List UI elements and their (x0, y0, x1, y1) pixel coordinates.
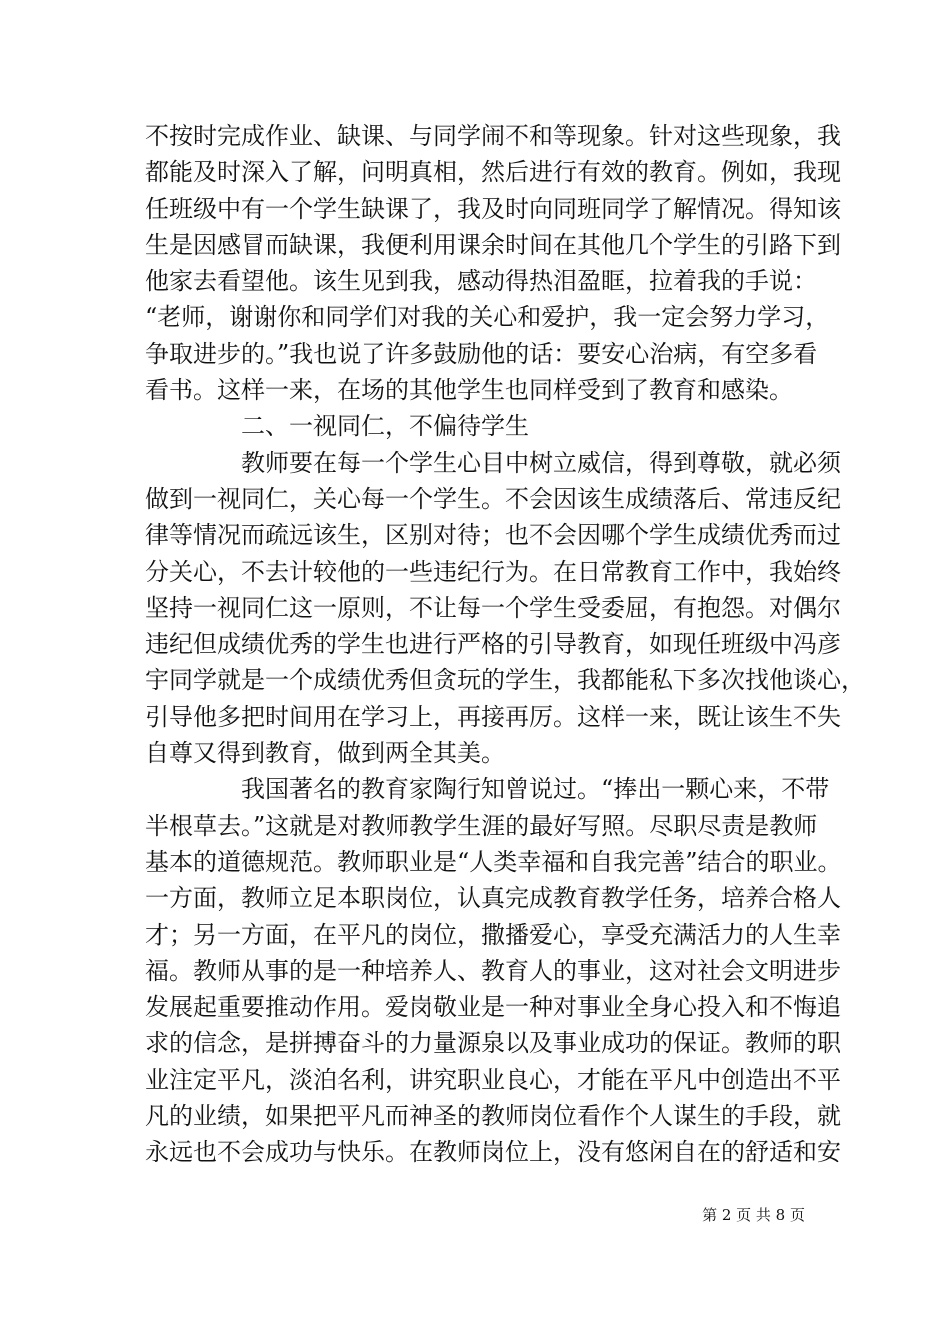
text-line: 任班级中有一个学生缺课了，我及时向同班同学了解情况。得知该 (145, 194, 841, 223)
page-number-footer: 第 2 页 共 8 页 (702, 1206, 805, 1224)
text-line: 半根草去。”这就是对教师教学生涯的最好写照。尽职尽责是教师 (145, 811, 818, 840)
paragraph-first-line: 我国著名的教育家陶行知曾说过。“捧出一颗心来，不带 (241, 775, 830, 804)
text-line: 做到一视同仁，关心每一个学生。不会因该生成绩落后、常违反纪 (145, 484, 841, 513)
text-line: 一方面，教师立足本职岗位，认真完成教育教学任务，培养合格人 (145, 884, 841, 913)
text-line: 争取进步的。”我也说了许多鼓励他的话：要安心治病，有空多看 (145, 339, 818, 368)
text-line: 基本的道德规范。教师职业是“人类幸福和自我完善”结合的职业。 (145, 847, 842, 876)
text-line: 永远也不会成功与快乐。在教师岗位上，没有悠闲自在的舒适和安 (145, 1138, 841, 1167)
text-line: 生是因感冒而缺课，我便利用课余时间在其他几个学生的引路下到 (145, 230, 841, 259)
text-line: 宇同学就是一个成绩优秀但贪玩的学生，我都能私下多次找他谈心， (145, 666, 865, 695)
paragraph-first-line: 教师要在每一个学生心目中树立威信，得到尊敬，就必须 (241, 448, 841, 477)
text-line: 分关心，不去计较他的一些违纪行为。在日常教育工作中，我始终 (145, 557, 841, 586)
text-line: 自尊又得到教育，做到两全其美。 (145, 739, 505, 768)
text-line: 引导他多把时间用在学习上，再接再厉。这样一来，既让该生不失 (145, 702, 841, 731)
text-line: 凡的业绩，如果把平凡而神圣的教师岗位看作个人谋生的手段，就 (145, 1102, 841, 1131)
text-line: 发展起重要推动作用。爱岗敬业是一种对事业全身心投入和不悔追 (145, 993, 841, 1022)
text-line: 不按时完成作业、缺课、与同学闹不和等现象。针对这些现象，我 (145, 122, 841, 150)
text-line: 违纪但成绩优秀的学生也进行严格的引导教育，如现任班级中冯彦 (145, 630, 841, 659)
text-line: 都能及时深入了解，问明真相，然后进行有效的教育。例如，我现 (145, 158, 841, 187)
section-heading: 二、一视同仁，不偏待学生 (241, 412, 529, 441)
text-line: 福。教师从事的是一种培养人、教育人的事业，这对社会文明进步 (145, 956, 841, 985)
text-line: 业注定平凡，淡泊名利，讲究职业良心，才能在平凡中创造出不平 (145, 1065, 841, 1094)
text-line: 他家去看望他。该生见到我，感动得热泪盈眶，拉着我的手说： (145, 267, 817, 296)
text-line: “老师，谢谢你和同学们对我的关心和爱护，我一定会努力学习， (145, 303, 830, 332)
document-body (145, 118, 865, 1171)
text-line: 才；另一方面，在平凡的岗位，撒播爱心，享受充满活力的人生幸 (145, 920, 841, 949)
text-line: 看书。这样一来，在场的其他学生也同样受到了教育和感染。 (145, 376, 793, 405)
text-line: 坚持一视同仁这一原则，不让每一个学生受委屈，有抱怨。对偶尔 (145, 593, 841, 622)
text-line: 律等情况而疏远该生，区别对待；也不会因哪个学生成绩优秀而过 (145, 521, 841, 550)
text-line: 求的信念，是拼搏奋斗的力量源泉以及事业成功的保证。教师的职 (145, 1029, 841, 1058)
